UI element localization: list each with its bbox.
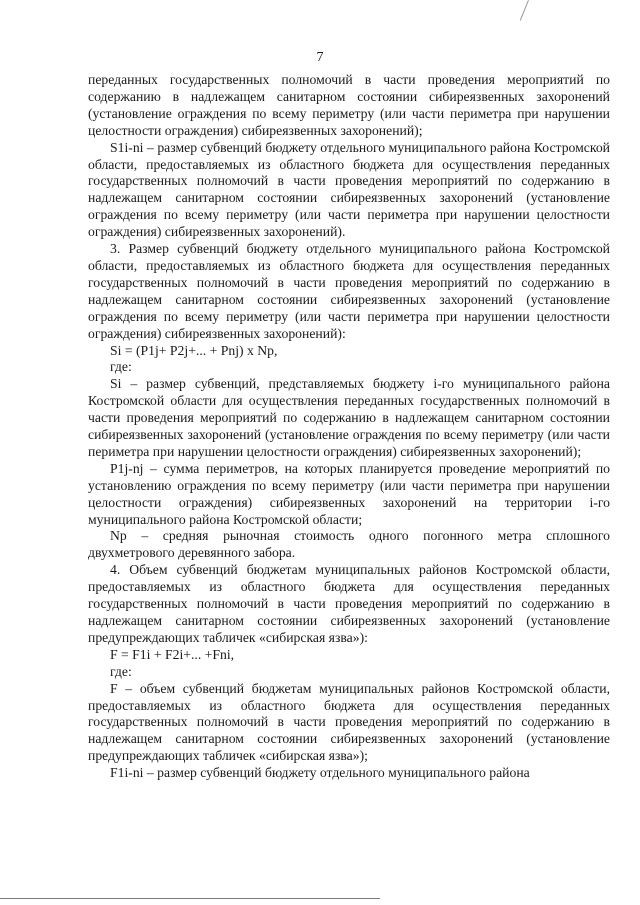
formula-si: Si = (P1j+ P2j+... + Pnj) x Np, [110,342,278,358]
formula-f: F = F1i + F2i+... +Fni, [110,646,235,662]
definition-f1i-ni: F1i-ni – размер субвенций бюджету отдельного муниципального района [110,765,530,781]
definition-np: Np – средняя рыночная стоимость одного погонного метра сплошного двухметрового деревянного забора. [88,528,610,561]
section-4-paragraph: 4. Объем субвенций бюджетам муниципальных районов Костромской области, предоставляемых из областного бюджета для осуществления переданных государственных полномочий в части проведения мероприятий по содержанию в надлежащем санитарном состоянии сибиреязвенных захоронений (установление предупреждающих табличек «сибирская язва»): [88,562,610,645]
definition-f: F – объем субвенций бюджетам муниципальных районов Костромской области, предоставляемых из областного бюджета для осуществления переданных государственных полномочий в части проведения мероприятий по содержанию в надлежащем санитарном состоянии сибиреязвенных захоронений (установление предупреждающих табличек «сибирская язва»); [88,680,610,764]
section-3-paragraph: 3. Размер субвенций бюджету отдельного муниципального района Костромской области, предоставляемых из областного бюджета для осуществления переданных государственных полномочий в части проведения мероприятий по содержанию в надлежащем санитарном состоянии сибиреязвенных захоронений (установление ограждения по всему периметру (или части периметра при нарушении целостности ограждения) сибиреязвенных захоронений): [88,241,610,341]
definition-si: Si – размер субвенций, представляемых бюджету i-го муниципального района Костромской области для осуществления переданных государственных полномочий в части проведения мероприятий по содержанию в надлежащем санитарном состоянии сибиреязвенных захоронений (установление ограждения по всему периметру (или части периметра при нарушении целостности ограждения) сибиреязвенных захоронений); [88,376,610,459]
where-label: где: [110,359,132,375]
paragraph-continuation: переданных государственных полномочий в части проведения мероприятий по содержанию в надлежащем санитарном состоянии сибиреязвенных захоронений (установление ограждения по всему периметру (или части периметра при нарушении целостности ограждения) сибиреязвенных захоронений); [88,72,610,138]
bottom-scan-line [0,898,380,899]
document-body [88,72,610,782]
where-label-2: где: [110,663,132,679]
page-number: 7 [316,50,324,65]
definition-s1i-ni: S1i-ni – размер субвенций бюджету отдельного муниципального района Костромской области, предоставляемых из областного бюджета для осуществления переданных государственных полномочий в части проведения мероприятий по содержанию в надлежащем санитарном состоянии сибиреязвенных захоронений (установление ограждения по всему периметру (или части периметра при нарушении целостности ограждения) сибиреязвенных захоронений). [88,139,610,240]
pen-mark [520,0,529,21]
definition-p1j-nj: P1j-nj – сумма периметров, на которых планируется проведение мероприятий по установлению ограждения по всему периметру (или части периметра при нарушении целостности ограждения) сибиреязвенных захоронений на территории i-го муниципального района Костромской области; [88,460,610,527]
